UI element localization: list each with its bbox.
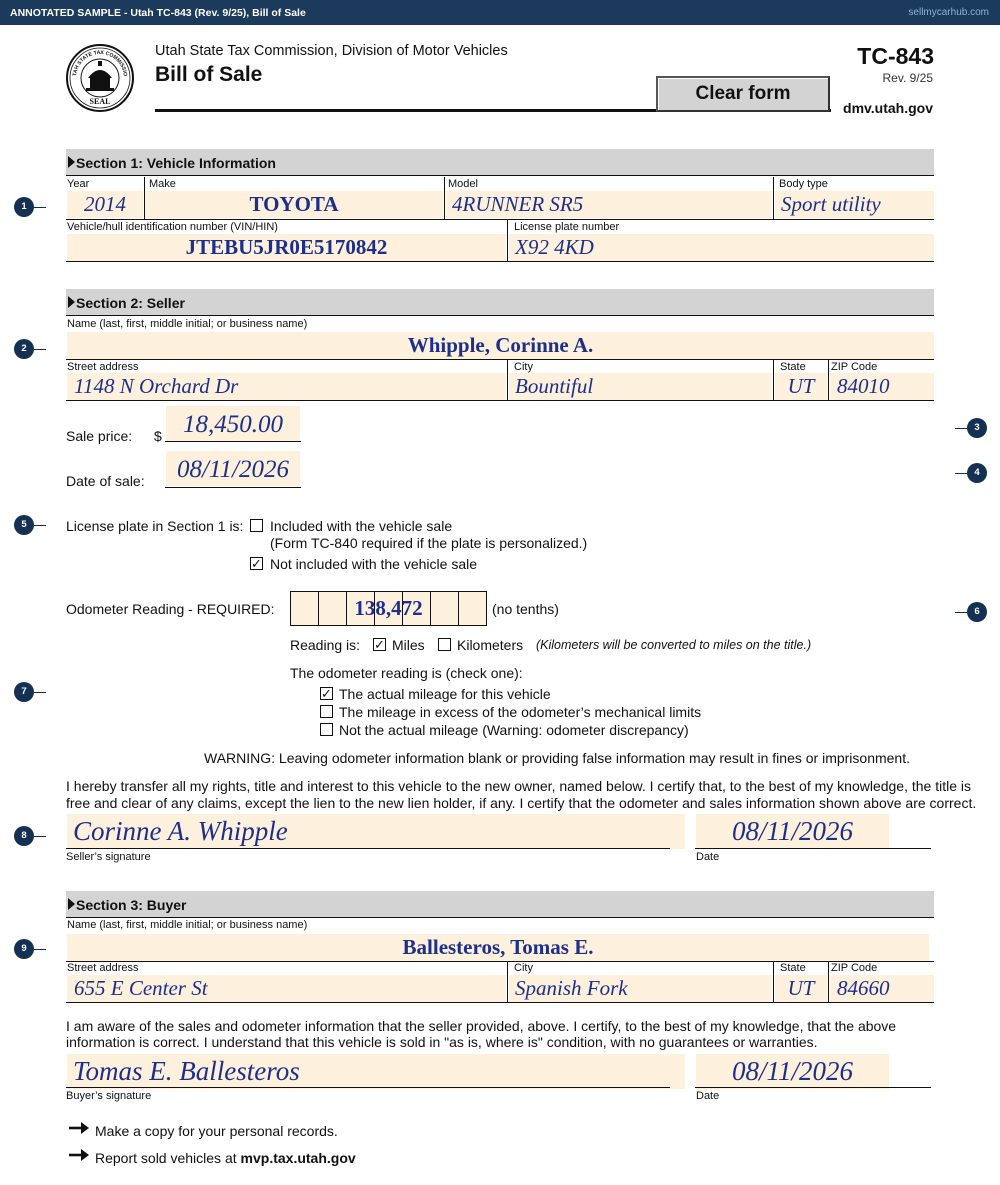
- seal-ring-text: TAH STATE TAX COMMISSIO: [72, 49, 128, 77]
- make-label: Make: [149, 178, 176, 190]
- divider: [66, 359, 934, 360]
- seller-name-field[interactable]: Whipple, Corinne A.: [67, 332, 934, 359]
- date-of-sale-field[interactable]: 08/11/2026: [166, 451, 300, 486]
- odometer-label: Odometer Reading - REQUIRED:: [66, 601, 275, 617]
- buyer-zip-field[interactable]: 84660: [830, 975, 934, 1002]
- miles-checkbox[interactable]: ✓: [374, 637, 385, 652]
- form-number: TC-843: [857, 43, 934, 69]
- form-revision: Rev. 9/25: [882, 71, 933, 85]
- model-field[interactable]: 4RUNNER SR5: [446, 191, 772, 218]
- callout-4: 4: [967, 463, 987, 483]
- section-1-title: Section 1: Vehicle Information: [76, 155, 276, 171]
- seller-city-label: City: [514, 361, 533, 373]
- triangle-icon: [68, 156, 75, 168]
- clear-form-button[interactable]: Clear form: [656, 76, 830, 112]
- miles-label: Miles: [392, 637, 425, 653]
- divider: [66, 219, 934, 220]
- odometer-warning: WARNING: Leaving odometer information blank or providing false information may result in fines or imprisonment.: [204, 750, 911, 766]
- divider: [695, 848, 931, 849]
- buyer-signature-field[interactable]: Tomas E. Ballesteros: [67, 1054, 685, 1089]
- copy-records-note: Make a copy for your personal records.: [95, 1123, 338, 1139]
- actual-mileage-checkbox[interactable]: ✓: [321, 686, 332, 701]
- divider: [828, 360, 829, 401]
- seller-signature-label: Seller’s signature: [66, 851, 151, 863]
- not-actual-mileage-checkbox[interactable]: [320, 723, 333, 736]
- divider: [144, 177, 145, 219]
- callout-leader: [34, 836, 46, 837]
- buyer-certification-line-1: I am aware of the sales and odometer information that the seller provided, above. I certify, to the best of my knowledge, that the above: [66, 1018, 897, 1034]
- buyer-signature-label: Buyer’s signature: [66, 1090, 152, 1102]
- model-label: Model: [448, 178, 478, 190]
- divider: [695, 1087, 931, 1088]
- divider: [165, 441, 301, 442]
- seller-state-field[interactable]: UT: [775, 373, 827, 400]
- report-sold-link[interactable]: mvp.tax.utah.gov: [240, 1150, 356, 1166]
- buyer-state-label: State: [780, 962, 806, 974]
- odometer-reading-field[interactable]: [290, 591, 487, 626]
- buyer-date-label: Date: [696, 1090, 720, 1102]
- arrow-right-icon: [68, 1148, 90, 1162]
- plate-question: License plate in Section 1 is:: [66, 518, 244, 534]
- callout-leader: [34, 949, 46, 950]
- divider: [507, 220, 508, 262]
- body-type-label: Body type: [779, 178, 828, 190]
- sale-price-label: Sale price:: [66, 428, 133, 444]
- buyer-city-label: City: [514, 962, 533, 974]
- form-title: Bill of Sale: [155, 63, 263, 86]
- buyer-city-field[interactable]: Spanish Fork: [509, 975, 772, 1002]
- vin-field[interactable]: JTEBU5JR0E5170842: [67, 234, 506, 261]
- divider: [66, 400, 934, 401]
- date-of-sale-label: Date of sale:: [66, 473, 145, 489]
- plate-number-field[interactable]: X92 4KD: [509, 234, 934, 261]
- callout-leader: [34, 525, 46, 526]
- seller-street-field[interactable]: 1148 N Orchard Dr: [67, 373, 506, 400]
- buyer-name-label: Name (last, first, middle initial; or business name): [67, 919, 308, 931]
- body-type-field[interactable]: Sport utility: [775, 191, 934, 218]
- divider: [66, 1002, 934, 1003]
- plate-label: License plate number: [514, 221, 620, 233]
- buyer-street-label: Street address: [67, 962, 139, 974]
- buyer-name-field[interactable]: Ballesteros, Tomas E.: [67, 934, 929, 961]
- report-sold-prefix: Report sold vehicles at: [95, 1150, 241, 1166]
- not-actual-mileage-label: Not the actual mileage (Warning: odometer discrepancy): [339, 722, 689, 738]
- buyer-certification-line-2: information is correct. I understand that this vehicle is sold in "as is, where is" condition, with no guarantees or warranties.: [66, 1034, 818, 1050]
- plate-included-label: Included with the vehicle sale: [270, 518, 453, 534]
- callout-leader: [34, 207, 46, 208]
- banner-title: ANNOTATED SAMPLE - Utah TC-843 (Rev. 9/25), Bill of Sale: [10, 7, 306, 19]
- actual-mileage-label: The actual mileage for this vehicle: [339, 686, 551, 702]
- excess-mileage-checkbox[interactable]: [320, 705, 333, 718]
- agency-name: Utah State Tax Commission, Division of Motor Vehicles: [155, 43, 508, 59]
- vin-label: Vehicle/hull identification number (VIN/HIN): [67, 221, 278, 233]
- kilometers-note: (Kilometers will be converted to miles on the title.): [536, 638, 812, 652]
- banner-site-link[interactable]: sellmycarhub.com: [908, 7, 989, 18]
- divider: [773, 360, 774, 401]
- callout-leader: [955, 473, 967, 474]
- section-3-header: [66, 891, 934, 918]
- odometer-check-one-label: The odometer reading is (check one):: [290, 665, 523, 681]
- seller-zip-field[interactable]: 84010: [830, 373, 934, 400]
- make-field[interactable]: TOYOTA: [145, 191, 443, 218]
- reading-is-label: Reading is:: [290, 637, 361, 653]
- dmv-website: dmv.utah.gov: [843, 100, 933, 116]
- divider: [773, 962, 774, 1003]
- callout-9: 9: [14, 939, 34, 959]
- seller-date-label: Date: [696, 851, 720, 863]
- callout-3: 3: [967, 418, 987, 438]
- buyer-street-field[interactable]: 655 E Center St: [67, 975, 506, 1002]
- top-banner: [0, 0, 1000, 25]
- divider: [507, 360, 508, 401]
- seller-zip-label: ZIP Code: [831, 361, 878, 373]
- callout-8: 8: [14, 826, 34, 846]
- callout-leader: [955, 612, 967, 613]
- seal-word: SEAL: [89, 97, 111, 106]
- currency-symbol: $: [154, 428, 162, 444]
- divider: [66, 261, 934, 262]
- plate-included-checkbox[interactable]: [250, 519, 263, 532]
- callout-1: 1: [14, 197, 34, 217]
- callout-6: 6: [967, 602, 987, 622]
- section-2-header: [66, 289, 934, 316]
- seller-signature-field[interactable]: Corinne A. Whipple: [67, 814, 685, 849]
- year-field[interactable]: 2014: [67, 191, 143, 218]
- buyer-signature-date-field[interactable]: 08/11/2026: [696, 1054, 889, 1089]
- section-2-title: Section 2: Seller: [76, 295, 185, 311]
- callout-5: 5: [14, 515, 34, 535]
- seller-certification-line-2: free and clear of any claims, except the lien to the new lien holder, if any. I certify that the odometer and sales information shown above are correct.: [66, 795, 977, 811]
- triangle-icon: [68, 898, 75, 910]
- seller-state-label: State: [780, 361, 806, 373]
- sale-price-field[interactable]: 18,450.00: [166, 406, 300, 441]
- divider: [773, 177, 774, 219]
- seller-street-label: Street address: [67, 361, 139, 373]
- odometer-value: 138,472: [354, 596, 423, 620]
- buyer-state-field[interactable]: UT: [775, 975, 827, 1002]
- odometer-no-tenths-note: (no tenths): [492, 601, 559, 617]
- plate-included-note: (Form TC-840 required if the plate is personalized.): [270, 535, 588, 551]
- seller-name-label: Name (last, first, middle initial; or business name): [67, 318, 308, 330]
- section-1-header: [66, 149, 934, 176]
- callout-2: 2: [14, 339, 34, 359]
- divider: [444, 177, 445, 219]
- callout-7: 7: [14, 682, 34, 702]
- divider: [828, 962, 829, 1003]
- kilometers-checkbox[interactable]: [438, 638, 451, 651]
- seller-signature-date-field[interactable]: 08/11/2026: [696, 814, 889, 849]
- divider: [66, 1087, 670, 1088]
- plate-not-included-checkbox[interactable]: ✓: [251, 556, 262, 571]
- callout-leader: [955, 428, 967, 429]
- divider: [66, 848, 670, 849]
- triangle-icon: [68, 296, 75, 308]
- arrow-right-icon: [68, 1121, 90, 1135]
- plate-not-included-label: Not included with the vehicle sale: [270, 556, 478, 572]
- divider: [507, 962, 508, 1003]
- seller-city-field[interactable]: Bountiful: [509, 373, 772, 400]
- seller-certification-line-1: I hereby transfer all my rights, title and interest to this vehicle to the new owner, named below. I certify that, to the best of my knowledge, the title is: [66, 778, 972, 794]
- report-sold-note: [95, 1150, 356, 1166]
- kilometers-label: Kilometers: [457, 637, 524, 653]
- state-seal-icon: [66, 44, 134, 112]
- year-label: Year: [67, 178, 90, 190]
- section-3-title: Section 3: Buyer: [76, 897, 187, 913]
- callout-leader: [34, 692, 46, 693]
- buyer-zip-label: ZIP Code: [831, 962, 878, 974]
- excess-mileage-label: The mileage in excess of the odometer’s mechanical limits: [339, 704, 702, 720]
- callout-leader: [34, 349, 46, 350]
- divider: [165, 487, 301, 488]
